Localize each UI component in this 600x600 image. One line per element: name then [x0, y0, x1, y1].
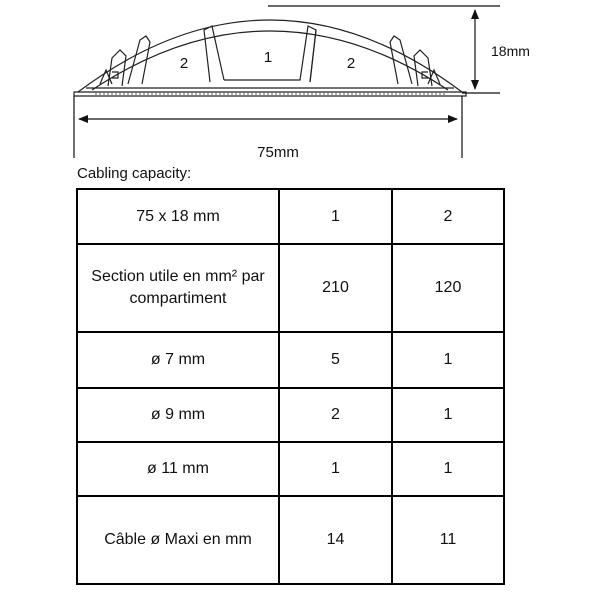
compartment-1-value: 210	[279, 244, 392, 332]
compartment-2-value: 120	[392, 244, 504, 332]
row-label: ø 9 mm	[77, 388, 279, 442]
table-row	[77, 442, 504, 496]
row-label: ø 7 mm	[77, 332, 279, 388]
row-label: Section utile en mm² par compartiment	[77, 244, 279, 332]
compartment-2-value: 11	[392, 496, 504, 584]
compartment-1-value: 1	[279, 442, 392, 496]
row-label: 75 x 18 mm	[77, 189, 279, 244]
compartment-label-center: 1	[263, 49, 273, 66]
cable-channel-profile-diagram	[0, 0, 600, 170]
row-label: ø 11 mm	[77, 442, 279, 496]
compartment-label-right: 2	[346, 55, 356, 72]
table-row	[77, 496, 504, 584]
compartment-2-value: 2	[392, 189, 504, 244]
height-dimension	[268, 6, 500, 93]
table-row	[77, 332, 504, 388]
compartment-2-value: 1	[392, 388, 504, 442]
table-row	[77, 244, 504, 332]
compartment-1-value: 5	[279, 332, 392, 388]
compartment-label-left: 2	[179, 55, 189, 72]
table-row	[77, 189, 504, 244]
compartment-1-value: 14	[279, 496, 392, 584]
width-label: 75mm	[257, 144, 299, 161]
row-label: Câble ø Maxi en mm	[77, 496, 279, 584]
table-row	[77, 388, 504, 442]
compartment-1-value: 1	[279, 189, 392, 244]
cabling-capacity-caption: Cabling capacity:	[77, 165, 192, 182]
height-label: 18mm	[491, 43, 530, 59]
compartment-2-value: 1	[392, 442, 504, 496]
compartment-1-value: 2	[279, 388, 392, 442]
compartment-2-value: 1	[392, 332, 504, 388]
cabling-capacity-table	[76, 188, 505, 585]
